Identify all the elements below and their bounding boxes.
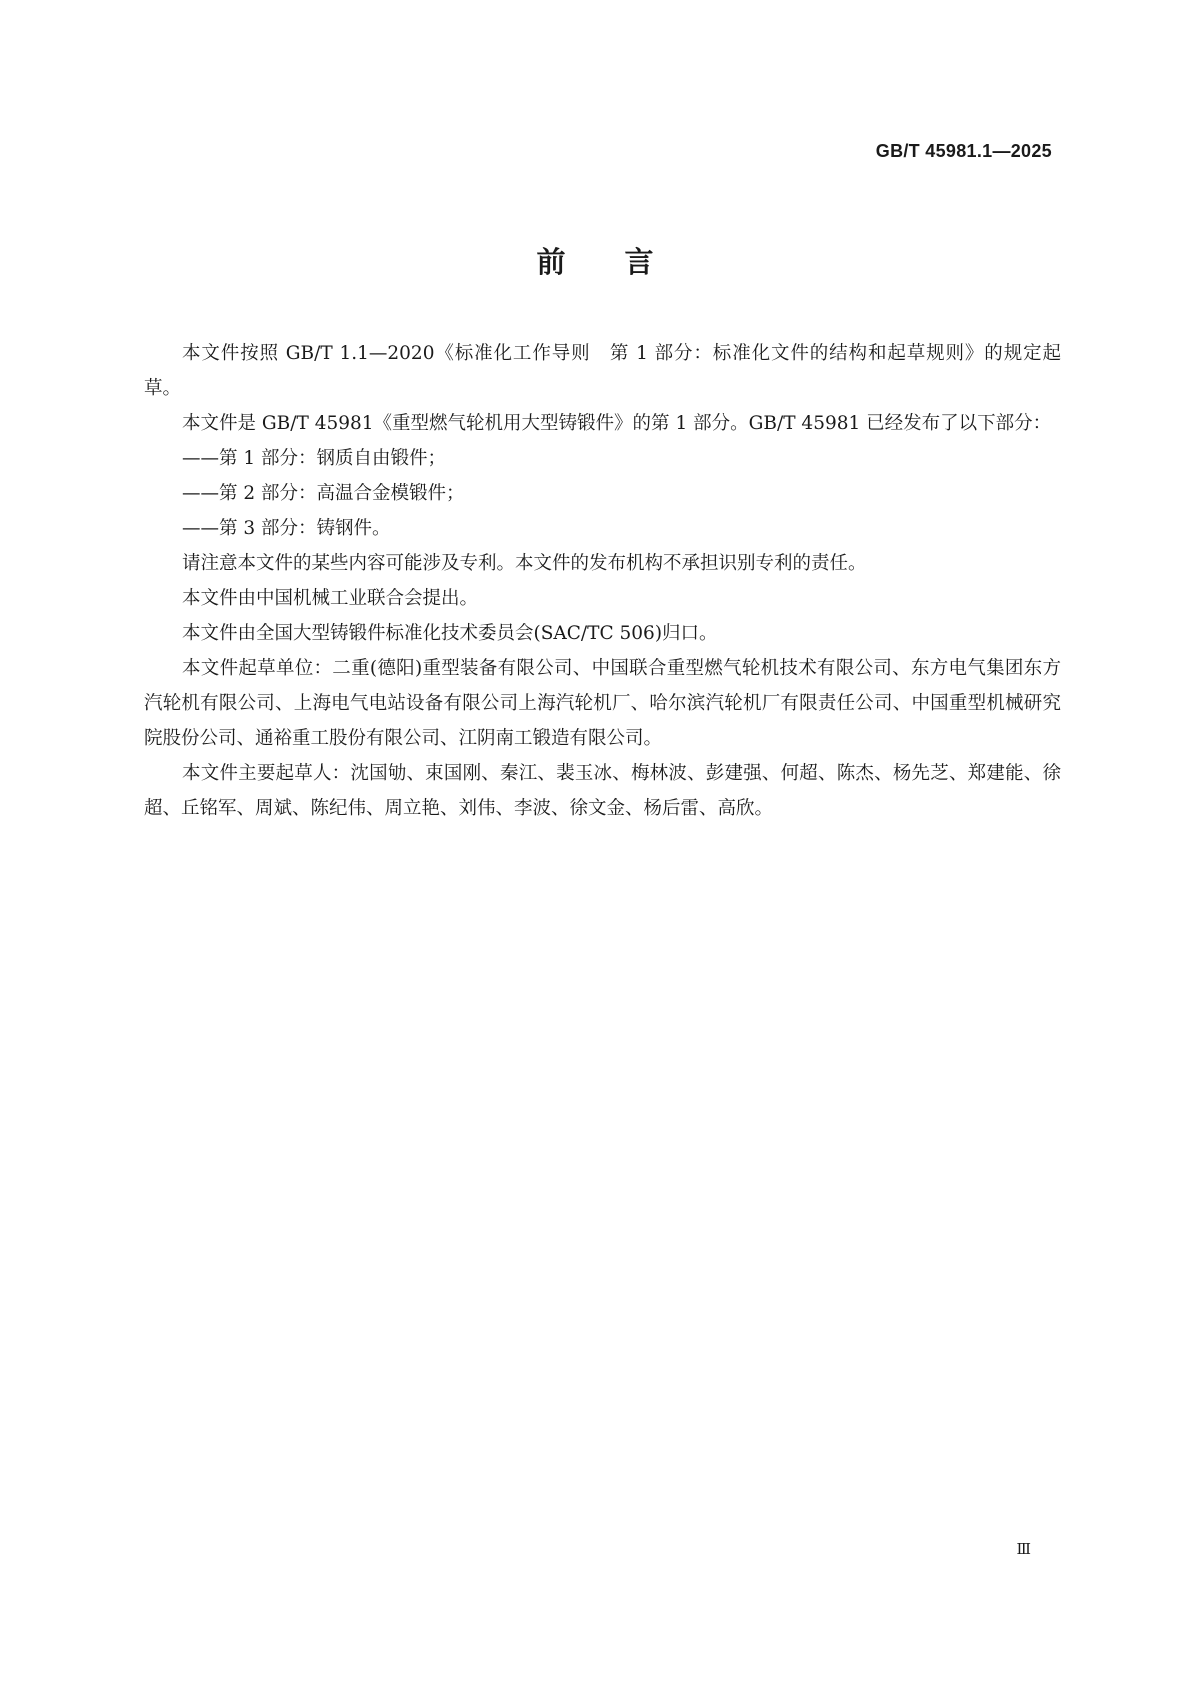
paragraph-proposer: 本文件由中国机械工业联合会提出。 [182,588,479,609]
standard-number: GB/T 45981.1—2025 [875,141,1052,161]
paragraph-drafting-rules: 本文件按照 GB/T 1.1—2020《标准化工作导则 第 1 部分：标准化文件的结构和起草规则》的规定起草。 [144,343,1061,399]
list-item-part-3: ——第 3 部分：铸钢件。 [182,518,391,539]
list-item-part-2: ——第 2 部分：高温合金模锻件； [182,483,465,504]
page-number: Ⅲ [1016,1540,1031,1558]
title-char-1: 前 [536,245,567,279]
list-item-part-1: ——第 1 部分：钢质自由锻件； [182,448,447,469]
paragraph-patent-notice: 请注意本文件的某些内容可能涉及专利。本文件的发布机构不承担识别专利的责任。 [182,553,867,574]
paragraph-committee: 本文件由全国大型铸锻件标准化技术委员会(SAC/TC 506)归口。 [182,623,718,644]
title-char-2: 言 [624,245,655,279]
page-title [0,240,1191,281]
paragraph-series-parts: 本文件是 GB/T 45981《重型燃气轮机用大型铸锻件》的第 1 部分。GB/T 45981 已经发布了以下部分： [182,413,1052,434]
paragraph-drafting-units: 本文件起草单位：二重(德阳)重型装备有限公司、中国联合重型燃气轮机技术有限公司、东方电气集团东方汽轮机有限公司、上海电气电站设备有限公司上海汽轮机厂、哈尔滨汽轮机厂有限责任公司、中国重型机械研究院股份公司、通裕重工股份有限公司、江阴南工锻造有限公司。 [144,658,1061,749]
foreword-body [144,336,1061,826]
paragraph-drafters: 本文件主要起草人：沈国劬、束国刚、秦江、裴玉冰、梅林波、彭建强、何超、陈杰、杨先芝、郑建能、徐超、丘铭军、周斌、陈纪伟、周立艳、刘伟、李波、徐文金、杨后雷、高欣。 [144,763,1061,819]
